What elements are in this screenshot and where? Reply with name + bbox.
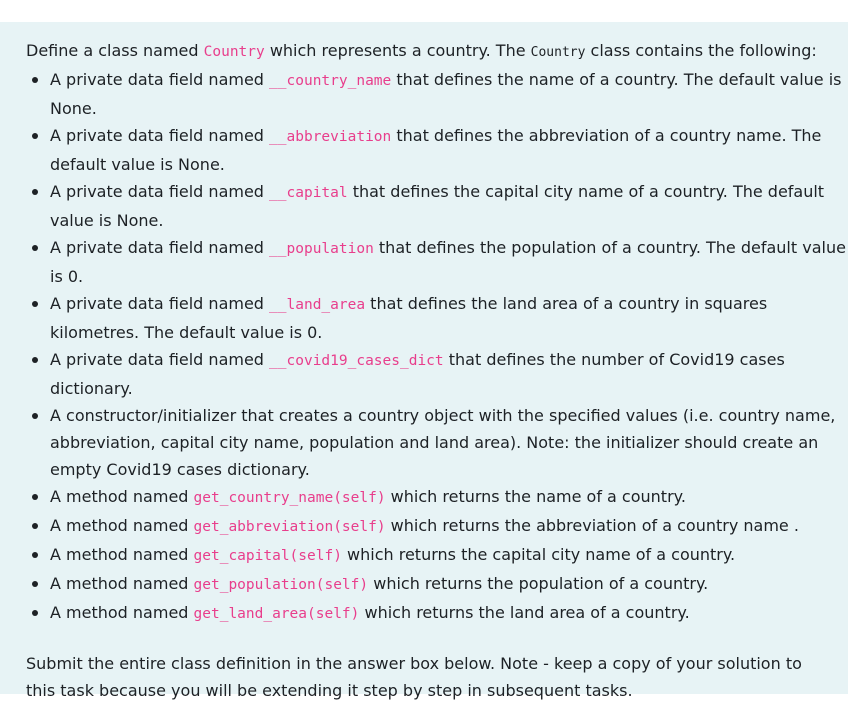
item-code: get_capital(self) [193,548,342,564]
item-text: A method named [50,487,194,506]
item-code: get_population(self) [193,577,369,593]
intro-text-mid: which represents a country. The [264,41,531,60]
list-item-method-get-abbreviation [50,512,848,541]
item-code: __capital [269,185,348,201]
item-code: get_country_name(self) [193,490,386,506]
item-code: get_abbreviation(self) [193,519,386,535]
list-item-field-population [50,234,848,290]
list-item-field-country-name [50,66,848,122]
item-text: that defines the name of a country. The default value is None. [50,70,842,118]
intro-text-post: class contains the following: [585,41,817,60]
item-code: __abbreviation [269,129,392,145]
question-text-panel [0,22,848,700]
item-text: A private data field named [50,294,270,313]
intro-text-pre: Define a class named [26,41,204,60]
item-text: A private data field named [50,238,270,257]
list-item-method-get-population [50,570,848,599]
item-text: A private data field named [50,182,270,201]
intro-paragraph [26,37,848,66]
list-item-field-capital [50,178,848,234]
submission-note: Submit the entire class definition in the answer box below. Note - keep a copy of your solution to this task because you will be extending it step by step in subsequent tasks. [26,654,802,700]
requirements-list [26,66,848,628]
item-text: A method named [50,574,194,593]
item-text: that defines the population of a country. The default value is 0. [50,238,846,286]
list-item-method-get-land-area [50,599,848,628]
item-text: A private data field named [50,126,270,145]
item-text: which returns the land area of a country. [359,603,690,622]
class-name-code: Country [203,44,265,60]
item-code: get_land_area(self) [193,606,360,622]
item-text: A method named [50,545,194,564]
item-text: which returns the abbreviation of a country name . [385,516,799,535]
item-text: that defines the number of Covid19 cases dictionary. [50,350,785,398]
list-item-method-get-country-name [50,483,848,512]
item-code: __land_area [269,297,366,313]
item-text: that defines the land area of a country in squares kilometres. The default value is 0. [50,294,768,342]
item-code: __country_name [269,73,392,89]
item-text: which returns the name of a country. [385,487,686,506]
list-item-method-get-capital [50,541,848,570]
item-code: __population [269,241,374,257]
list-item-field-covid19-cases [50,346,848,402]
class-name-code-plain: Country [530,45,586,60]
list-item-field-land-area [50,290,848,346]
item-code: __covid19_cases_dict [269,353,444,369]
item-text: A method named [50,603,194,622]
item-text: that defines the abbreviation of a country name. The default value is None. [50,126,822,174]
item-text: that defines the capital city name of a country. The default value is None. [50,182,825,230]
item-text: A private data field named [50,350,270,369]
list-item-constructor [50,402,848,483]
item-text: which returns the population of a country. [368,574,709,593]
list-item-field-abbreviation [50,122,848,178]
item-text: which returns the capital city name of a country. [341,545,736,564]
item-text: A method named [50,516,194,535]
item-text: A private data field named [50,70,270,89]
item-text: A constructor/initializer that creates a country object with the specified values (i.e. country name, abbreviation, capital city name, population and land area). Note: the initializer should create an empty Covid19 cases dictionary. [50,406,836,479]
